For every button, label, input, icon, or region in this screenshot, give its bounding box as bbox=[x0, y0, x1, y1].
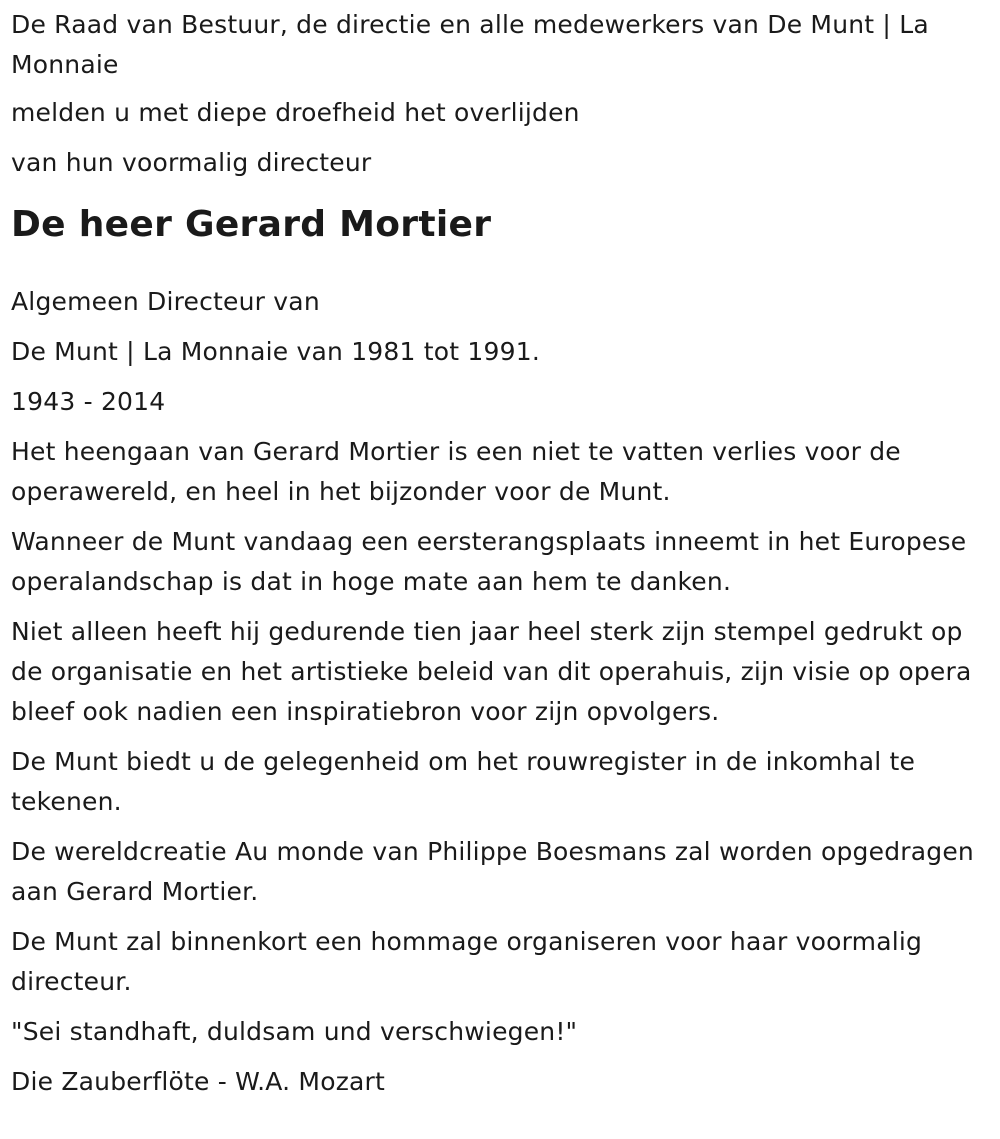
intro-line: van hun voormalig directeur bbox=[11, 148, 372, 177]
page-title: De heer Gerard Mortier bbox=[11, 204, 492, 245]
body-paragraph: De Munt zal binnenkort een hommage organiseren voor haar voormalig directeur. bbox=[11, 927, 923, 996]
body-paragraph: De Munt biedt u de gelegenheid om het rouwregister in de inkomhal te tekenen. bbox=[11, 747, 916, 816]
body-paragraph: Wanneer de Munt vandaag een eersterangsplaats inneemt in het Europese operalandschap is dat in hoge mate aan hem te danken. bbox=[11, 527, 967, 596]
body-paragraph: De wereldcreatie Au monde van Philippe Boesmans zal worden opgedragen aan Gerard Mortier. bbox=[11, 837, 974, 906]
body-paragraph: Niet alleen heeft hij gedurende tien jaar heel sterk zijn stempel gedrukt op de organisatie en het artistieke beleid van dit operahuis, zijn visie op opera bleef ook nadien een inspiratiebron voor zijn opvolgers. bbox=[11, 617, 972, 726]
quote-source: Die Zauberflöte - W.A. Mozart bbox=[11, 1067, 386, 1096]
years: 1943 - 2014 bbox=[11, 387, 166, 416]
body-paragraph: Het heengaan van Gerard Mortier is een niet te vatten verlies voor de operawereld, en heel in het bijzonder voor de Munt. bbox=[11, 437, 901, 506]
quote: "Sei standhaft, duldsam und verschwiegen!" bbox=[11, 1017, 578, 1046]
role-line: Algemeen Directeur van bbox=[11, 287, 320, 316]
intro-line: melden u met diepe droefheid het overlijden bbox=[11, 98, 580, 127]
role-line: De Munt | La Monnaie van 1981 tot 1991. bbox=[11, 337, 540, 366]
intro-line: De Raad van Bestuur, de directie en alle medewerkers van De Munt | La Monnaie bbox=[11, 10, 929, 79]
